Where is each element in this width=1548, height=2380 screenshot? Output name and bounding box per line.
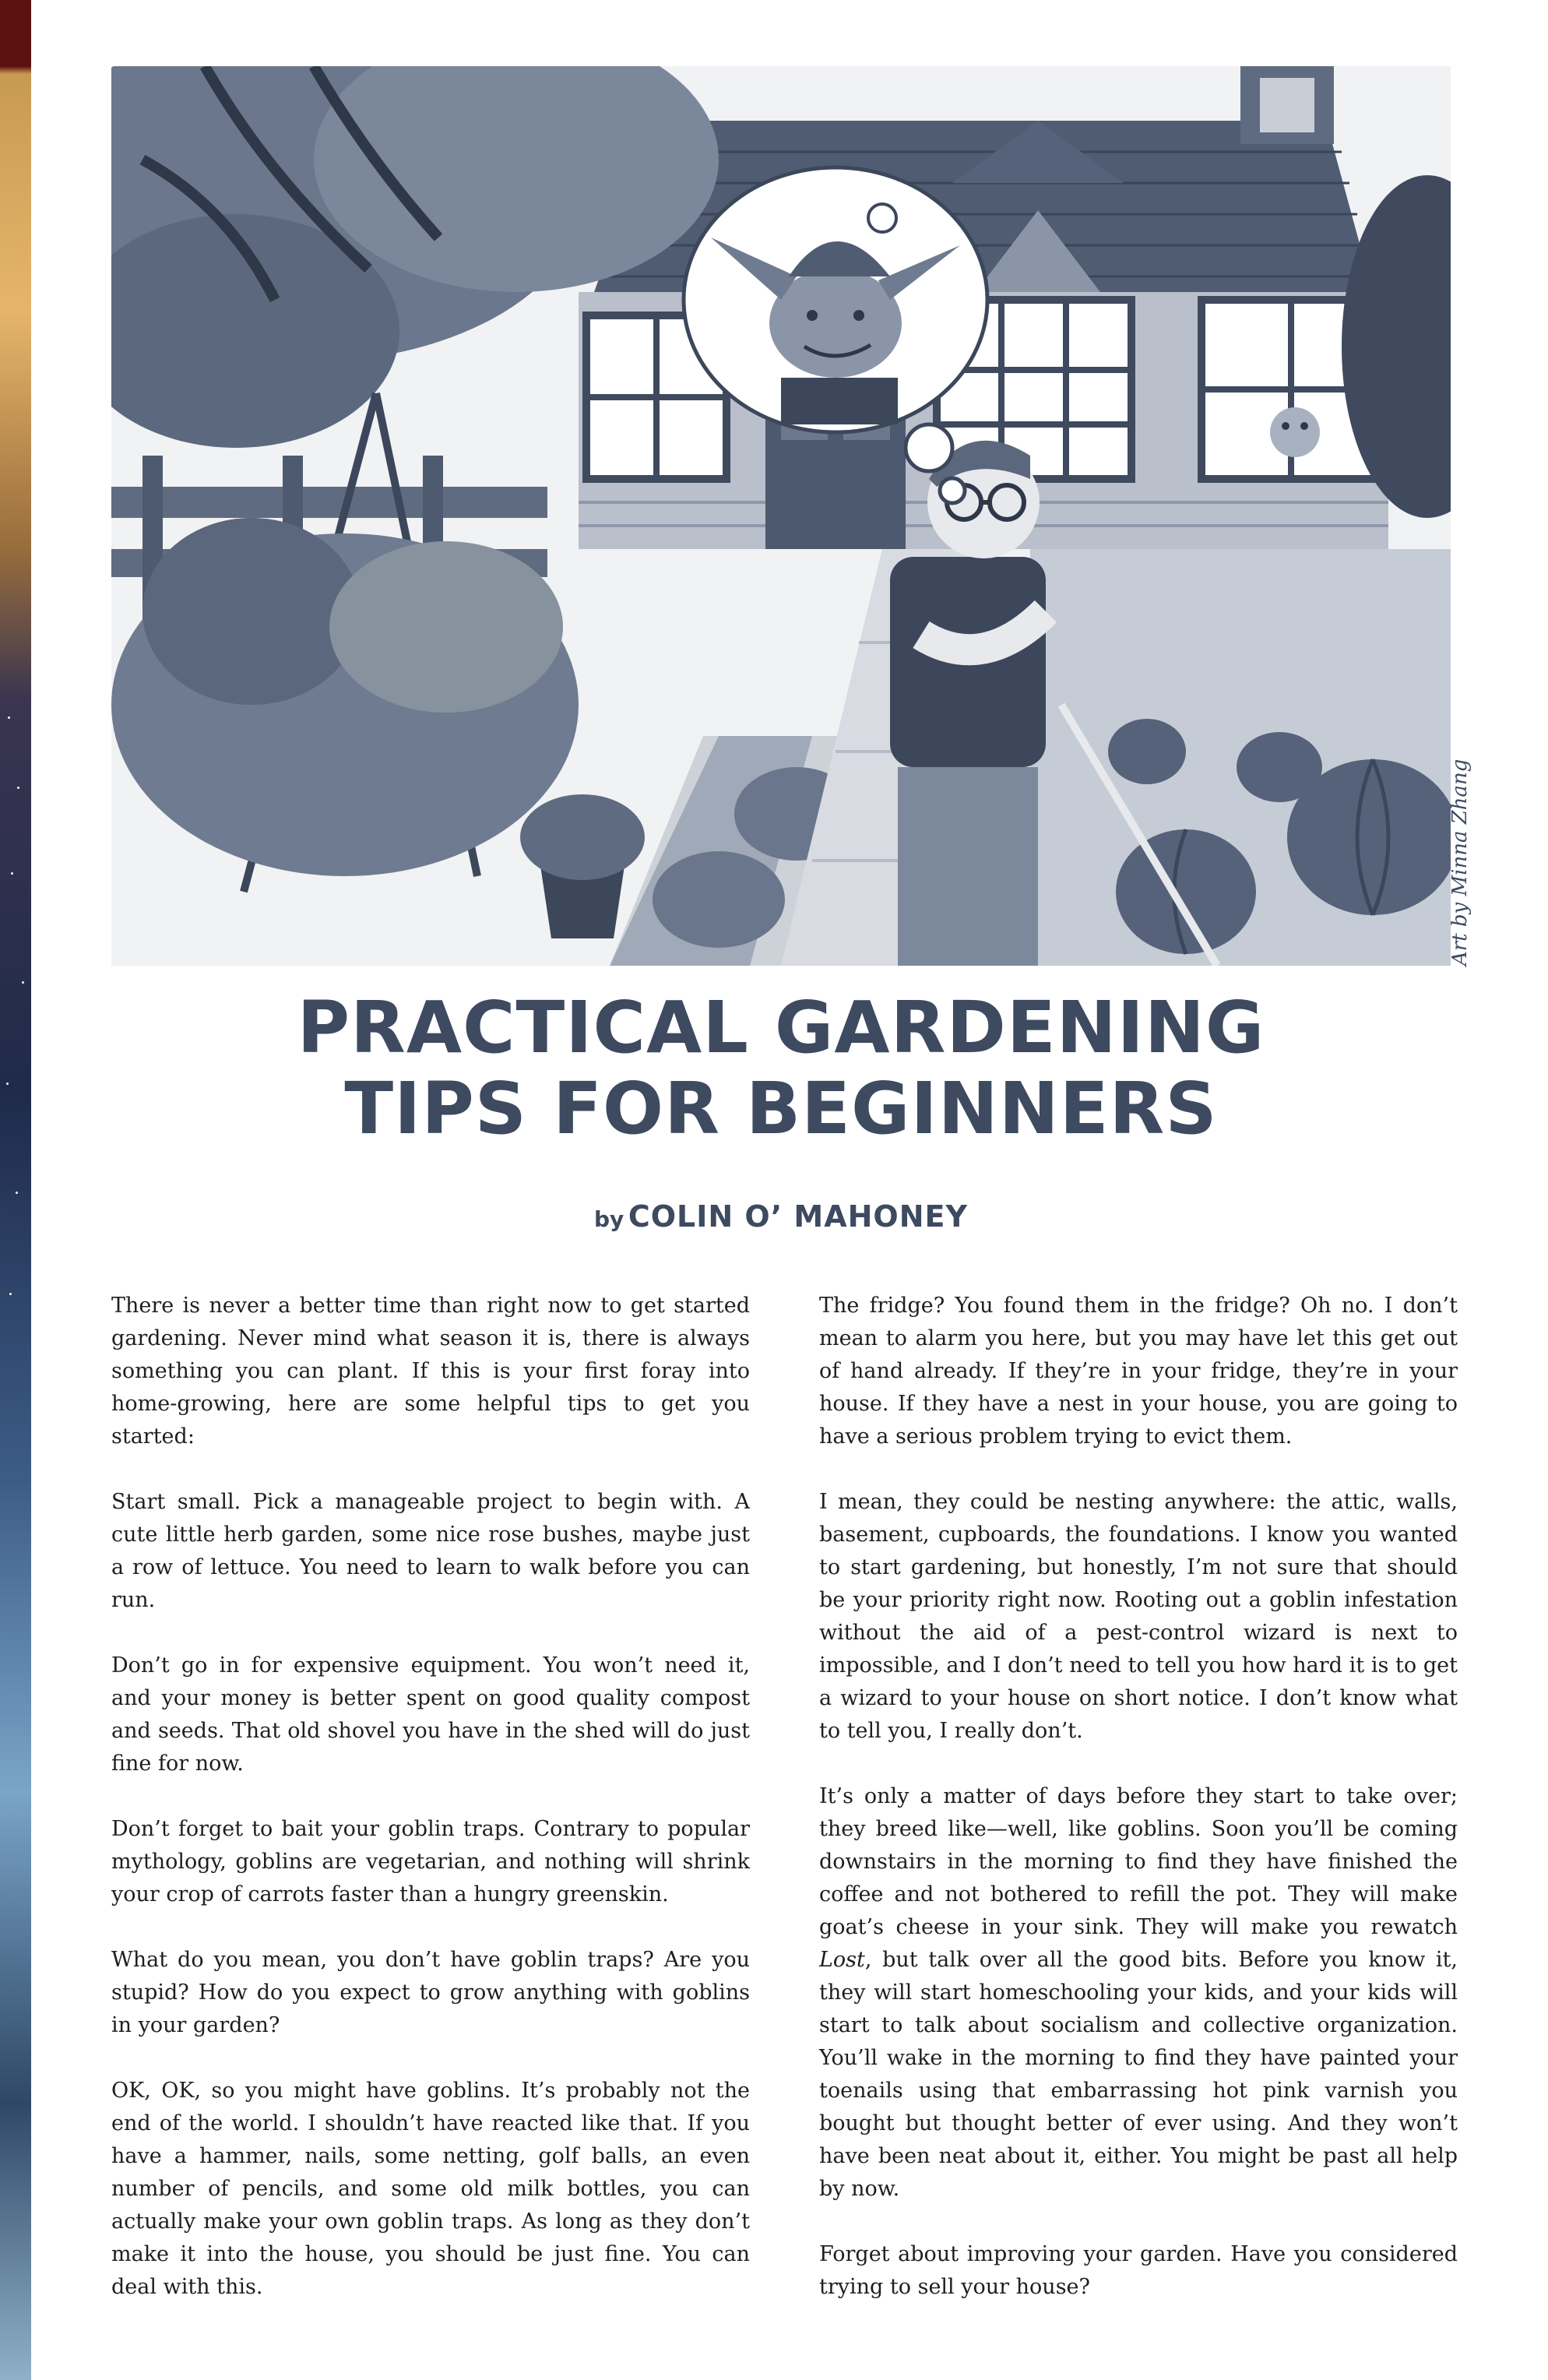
paragraph-text: , but talk over all the good bits. Before you know it, they will start homeschooling your kids, and your kids will start to talk about socialism and collective organization. You’ll wake in the morning to find they have painted your toenails using that embarrassing hot pink varnish you bought but thought better of ever using. And they won’t have been neat about it, either. You might be past all help by now. [819,1948,1458,2201]
star-speck [9,1293,12,1295]
byline-prefix: by [593,1206,624,1232]
garden-illustration [111,66,1451,966]
adjacent-page-strip [0,0,31,2380]
article-column-left [111,1290,750,2304]
show-title: Lost [819,1948,865,1972]
paragraph: Start small. Pick a manageable project to begin with. A cute little herb garden, some nice rose bushes, maybe just a row of lettuce. You need to learn to walk before you can run. [111,1490,750,1612]
star-speck [6,1083,9,1085]
article-title-line-2: TIPS FOR BEGINNERS [344,1067,1218,1150]
article-column-right [819,1290,1458,2304]
star-speck [22,981,24,984]
paragraph: What do you mean, you don’t have goblin traps? Are you stupid? How do you expect to grow anything with goblins in your garden? [111,1948,750,2037]
article-title-line-1: PRACTICAL GARDENING [297,986,1265,1069]
paragraph-text: It’s only a matter of days before they start to take over; they breed like—well, like goblins. Soon you’ll be coming downstairs in the morning to find they have finished the coffee and not bothered to refill the pot. They will make goat’s cheese in your sink. They will make you rewatch [819,1784,1458,1939]
star-speck [16,1192,18,1194]
article-title [111,988,1451,1150]
byline [111,1199,1451,1234]
paragraph: There is never a better time than right now to get started gardening. Never mind what season it is, there is always something you can plant. If this is your first foray into home-growing, here are some helpful tips to get you started: [111,1294,750,1449]
paragraph: The fridge? You found them in the fridge? Oh no. I don’t mean to alarm you here, but you may have let this get out of hand already. If they’re in your fridge, they’re in your house. If they have a nest in your house, you are going to have a serious problem trying to evict them. [819,1294,1458,1449]
star-speck [17,787,19,789]
garden-scene-drawing [111,66,1451,966]
paragraph: Forget about improving your garden. Have you considered trying to sell your house? [819,2242,1458,2299]
paragraph: OK, OK, so you might have goblins. It’s probably not the end of the world. I shouldn’t have reacted like that. If you have a hammer, nails, some netting, golf balls, an even number of pencils, and some old milk bottles, you can actually make your own goblin traps. As long as they don’t make it into the house, you should be just fine. You can deal with this. [111,2079,750,2299]
paragraph: Don’t go in for expensive equipment. You won’t need it, and your money is better spent on good quality compost and seeds. That old shovel you have in the shed will do just fine for now. [111,1653,750,1776]
paragraph: Don’t forget to bait your goblin traps. Contrary to popular mythology, goblins are vegetarian, and nothing will shrink your crop of carrots faster than a hungry greenskin. [111,1817,750,1906]
art-credit: Art by Minna Zhang [1448,759,1472,966]
star-speck [11,872,13,875]
paragraph: I mean, they could be nesting anywhere: the attic, walls, basement, cupboards, the foundations. I know you wanted to start gardening, but honestly, I’m not sure that should be your priority right now. Rooting out a goblin infestation without the aid of a pest-control wizard is next to impossible, and I don’t need to tell you how hard it is to get a wizard to your house on short notice. I don’t know what to tell you, I really don’t. [819,1490,1458,1743]
author-name: COLIN O’ MAHONEY [628,1199,969,1234]
paragraph [819,1780,1458,2206]
star-speck [8,716,10,719]
